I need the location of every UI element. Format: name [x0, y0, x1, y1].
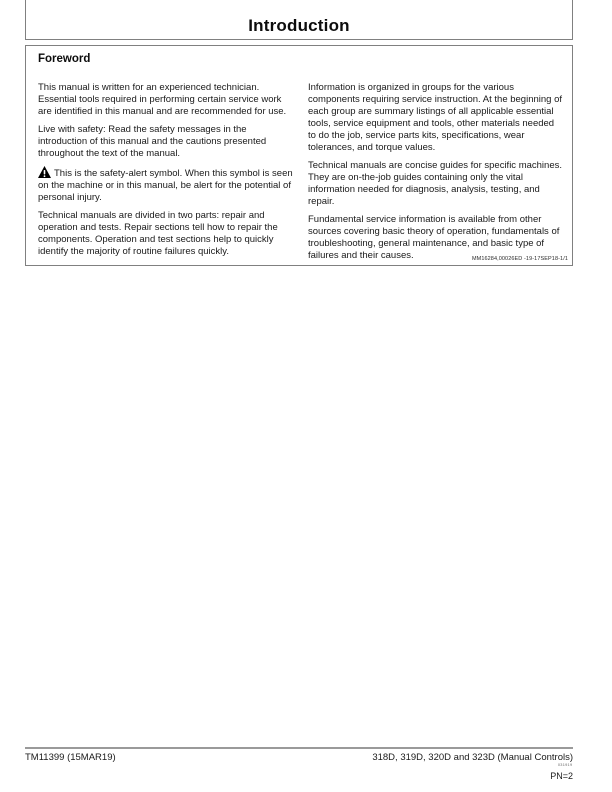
paragraph: Information is organized in groups for the various components requiring service instruction. At the beginning of each group are summary listings of all applicable essential tools, service equipment and tools, other materials needed to do the job, service parts kits, specifications, wear tolerances, and torque values.: [308, 82, 563, 153]
foreword-section: [25, 45, 573, 266]
footer-print-code: 031919: [557, 763, 572, 767]
paragraph: This manual is written for an experienced technician. Essential tools required in performing certain service work are identified in this manual and are recommended for use.: [38, 82, 287, 117]
foreword-columns: [38, 82, 564, 268]
footer-manual-number: TM11399 (15MAR19): [25, 752, 116, 763]
reference-code: MM16284,00026ED -19-17SEP18-1/1: [471, 256, 568, 262]
paragraph: Fundamental service information is available from other sources covering basic theory of operation, fundamentals of troubleshooting, general maintenance, and basic type of failures and their causes.: [308, 214, 560, 261]
safety-alert-icon: [38, 166, 51, 178]
paragraph: This is the safety-alert symbol. When this symbol is seen on the machine or in this manual, be alert for the potential of personal injury.: [38, 168, 293, 203]
footer-model-info: 318D, 319D, 320D and 323D (Manual Controls): [372, 752, 573, 763]
paragraph: Technical manuals are concise guides for specific machines. They are on-the-job guides containing only the vital information needed for diagnosis, analysis, testing, and repair.: [308, 160, 562, 207]
footer-rule: [25, 747, 573, 749]
foreword-right-column: [308, 82, 564, 268]
title-box: [25, 0, 573, 40]
paragraph: Technical manuals are divided in two parts: repair and operation and tests. Repair sections tell how to repair the components. Operation and test sections help to quickly identify the majority of routine failures quickly.: [38, 210, 278, 257]
foreword-heading: Foreword: [38, 53, 91, 65]
page-title: Introduction: [248, 16, 350, 35]
footer-page-number: PN=2: [550, 771, 573, 781]
foreword-left-column: [38, 82, 294, 268]
paragraph: Live with safety: Read the safety messages in the introduction of this manual and the cautions presented throughout the text of the manual.: [38, 124, 267, 159]
